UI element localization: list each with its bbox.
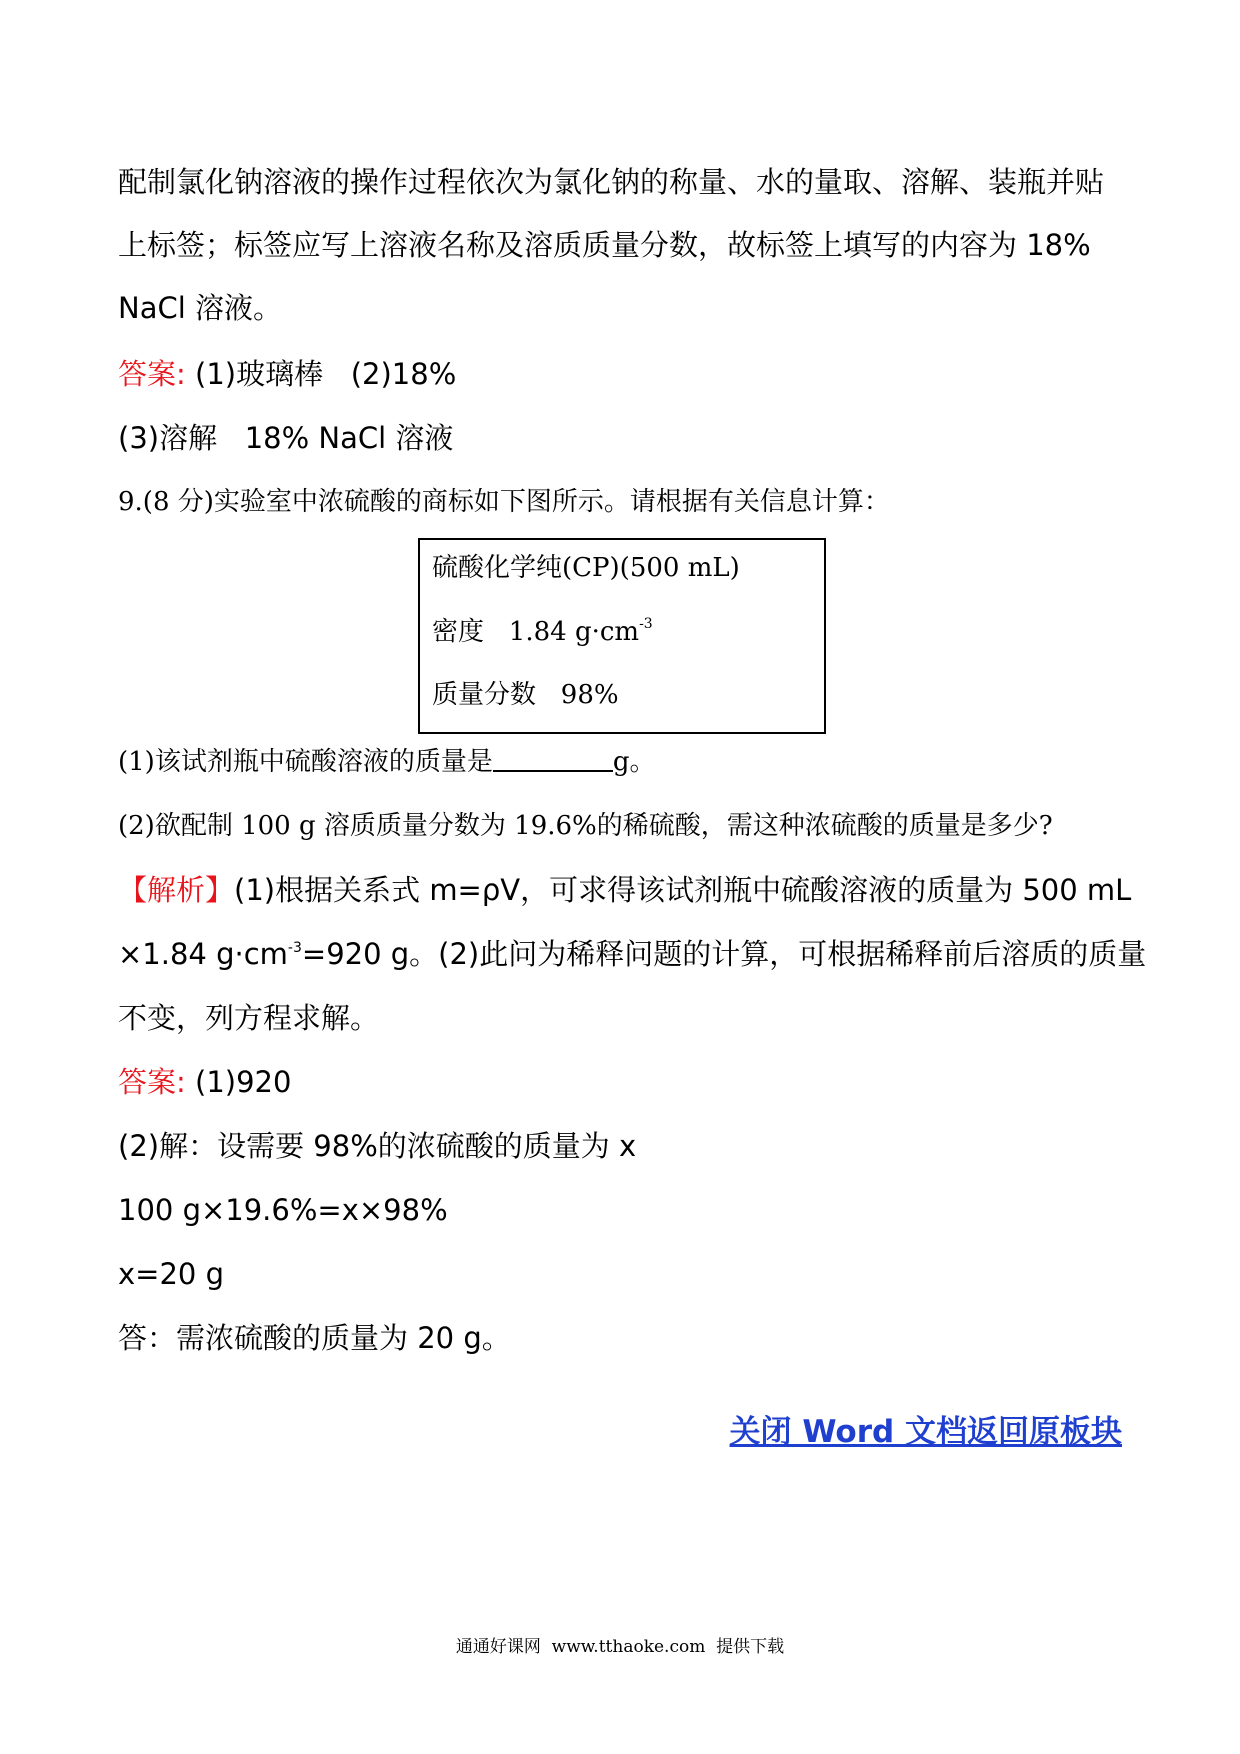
acid-label-card: [418, 538, 826, 734]
label-card-mass-fraction: 质量分数 98%: [432, 680, 619, 710]
close-word-return-link[interactable]: 关闭 Word 文档返回原板块: [729, 1414, 1122, 1450]
label-card-density: [432, 614, 653, 650]
answer-2-line-4: x=20 g: [118, 1257, 224, 1291]
answer-1-line-2: (3)溶解 18% NaCl 溶液: [118, 421, 454, 455]
answer-1-text: (1)玻璃棒 (2)18%: [195, 357, 457, 391]
answer-label-2: 答案:: [118, 1065, 186, 1099]
analysis-text-2b: =920 g。(2)此问为稀释问题的计算，可根据稀释前后溶质的质量: [301, 937, 1147, 971]
question-9-stem: 9.(8 分)实验室中浓硫酸的商标如下图所示。请根据有关信息计算：: [118, 487, 890, 517]
analysis-text-2a: ×1.84 g·cm: [118, 937, 288, 971]
intro-line-1: 配制氯化钠溶液的操作过程依次为氯化钠的称量、水的量取、溶解、装瓶并贴: [118, 165, 1105, 199]
q1-text: (1)该试剂瓶中硫酸溶液的质量是: [118, 747, 493, 777]
analysis-line-3: 不变，列方程求解。: [118, 1001, 380, 1035]
answer-2-line-2: (2)解：设需要 98%的浓硫酸的质量为 x: [118, 1129, 637, 1163]
answer-blank: [493, 744, 613, 772]
analysis-text-1: (1)根据关系式 m=ρV，可求得该试剂瓶中硫酸溶液的质量为 500 mL: [234, 873, 1132, 907]
question-9-part-2: (2)欲配制 100 g 溶质质量分数为 19.6%的稀硫酸，需这种浓硫酸的质量是多少?: [118, 811, 1053, 841]
intro-line-3: NaCl 溶液。: [118, 291, 282, 325]
footer-credit: 通通好课网 www.tthaoke.com 提供下载: [455, 1637, 785, 1657]
question-9-part-1: [118, 742, 656, 782]
analysis-line-2: [118, 934, 1146, 974]
density-text: 密度 1.84 g·cm: [432, 617, 640, 647]
density-exponent: -3: [639, 616, 653, 632]
label-card-title: 硫酸化学纯(CP)(500 mL): [432, 553, 740, 583]
answer-2-line-3: 100 g×19.6%=x×98%: [118, 1193, 448, 1227]
q1-unit: g。: [612, 747, 656, 777]
answer-2-text-1: (1)920: [195, 1065, 292, 1099]
analysis-line-1: [118, 870, 1131, 910]
answer-1-line-1: [118, 354, 456, 394]
answer-label: 答案:: [118, 357, 186, 391]
analysis-exponent: -3: [287, 940, 302, 956]
intro-line-2: 上标签；标签应写上溶液名称及溶质质量分数，故标签上填写的内容为 18%: [118, 228, 1091, 262]
answer-2-line-1: [118, 1062, 291, 1102]
analysis-label: 【解析】: [118, 873, 235, 907]
answer-2-line-5: 答：需浓硫酸的质量为 20 g。: [118, 1321, 511, 1355]
